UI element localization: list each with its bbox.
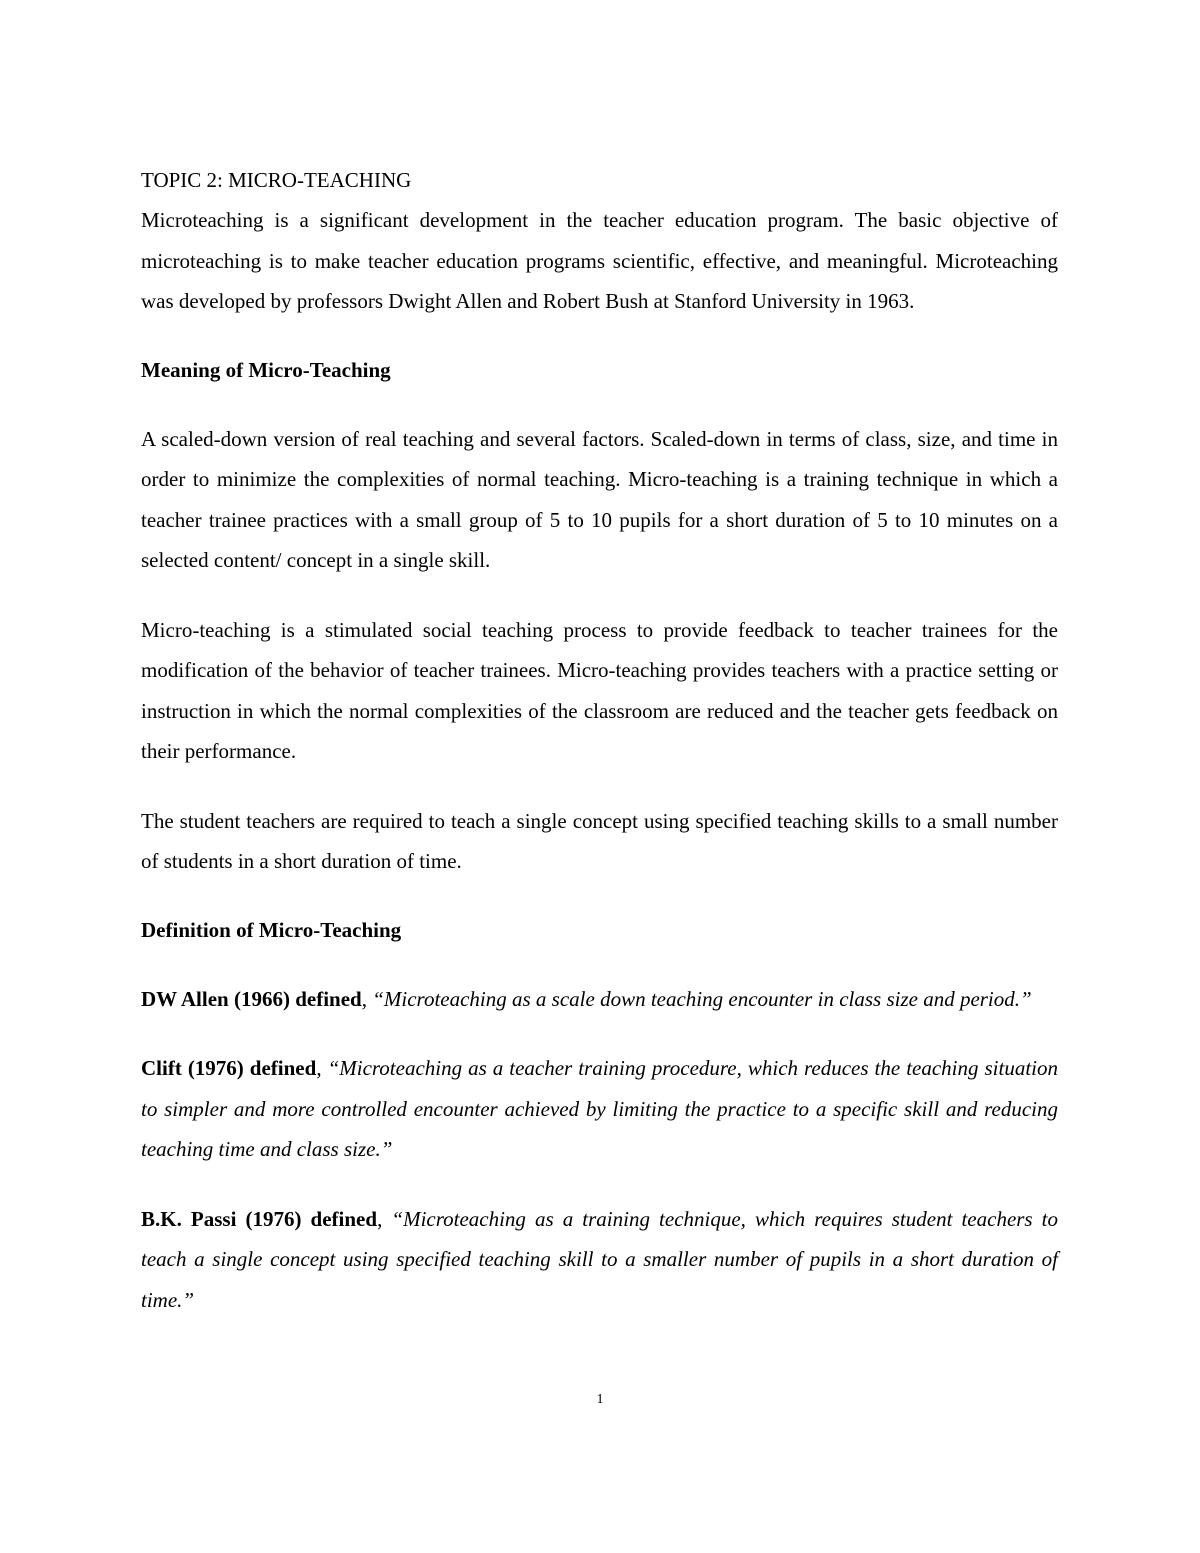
definition-quote: “Microteaching as a training technique, which requires student teachers to teach a single concept using specified teaching skill to a smaller number of pupils in a short duration of time.”: [141, 1206, 1059, 1312]
definition-quote: “Microteaching as a teacher training procedure, which reduces the teaching situation to simpler and more controlled encounter achieved by limiting the practice to a specific skill and reducing teaching time and class size.”: [141, 1056, 1059, 1161]
definition-allen: [141, 979, 1058, 1020]
meaning-heading: Meaning of Micro-Teaching: [141, 357, 391, 382]
meaning-paragraph-2: Micro-teaching is a stimulated social teaching process to provide feedback to teacher trainees for the modification of the behavior of teacher trainees. Micro-teaching provides teachers with a practice setting or instruction in which the normal complexities of the classroom are reduced and the teacher gets feedback on their performance.: [141, 617, 1058, 763]
definition-separator: ,: [361, 986, 373, 1011]
definition-separator: ,: [316, 1056, 328, 1080]
page-content: [141, 160, 1058, 1320]
meaning-paragraph-3: The student teachers are required to teach a single concept using specified teaching skills to a small number of students in a short duration of time.: [141, 808, 1058, 873]
definition-quote: “Microteaching as a scale down teaching encounter in class size and period.”: [372, 986, 1032, 1011]
topic-title: TOPIC 2: MICRO-TEACHING: [141, 168, 412, 192]
definition-author: Clift (1976) defined: [141, 1056, 317, 1080]
definition-heading: Definition of Micro-Teaching: [141, 917, 402, 942]
definition-clift: [141, 1048, 1058, 1170]
intro-paragraph: Microteaching is a significant development in the teacher education program. The basic objective of microteaching is to make teacher education programs scientific, effective, and meaningful. Microteaching was developed by professors Dwight Allen and Robert Bush at Stanford University in 1963.: [141, 208, 1058, 313]
definition-separator: ,: [377, 1206, 392, 1231]
meaning-paragraph-1: A scaled-down version of real teaching and several factors. Scaled-down in terms of class, size, and time in order to minimize the complexities of normal teaching. Micro-teaching is a training technique in which a teacher trainee practices with a small group of 5 to 10 pupils for a short duration of 5 to 10 minutes on a selected content/ concept in a single skill.: [141, 426, 1058, 572]
page-number: 1: [596, 1392, 604, 1407]
definition-author: DW Allen (1966) defined: [141, 986, 362, 1011]
definition-author: B.K. Passi (1976) defined: [141, 1206, 378, 1231]
definition-passi: [141, 1199, 1058, 1321]
